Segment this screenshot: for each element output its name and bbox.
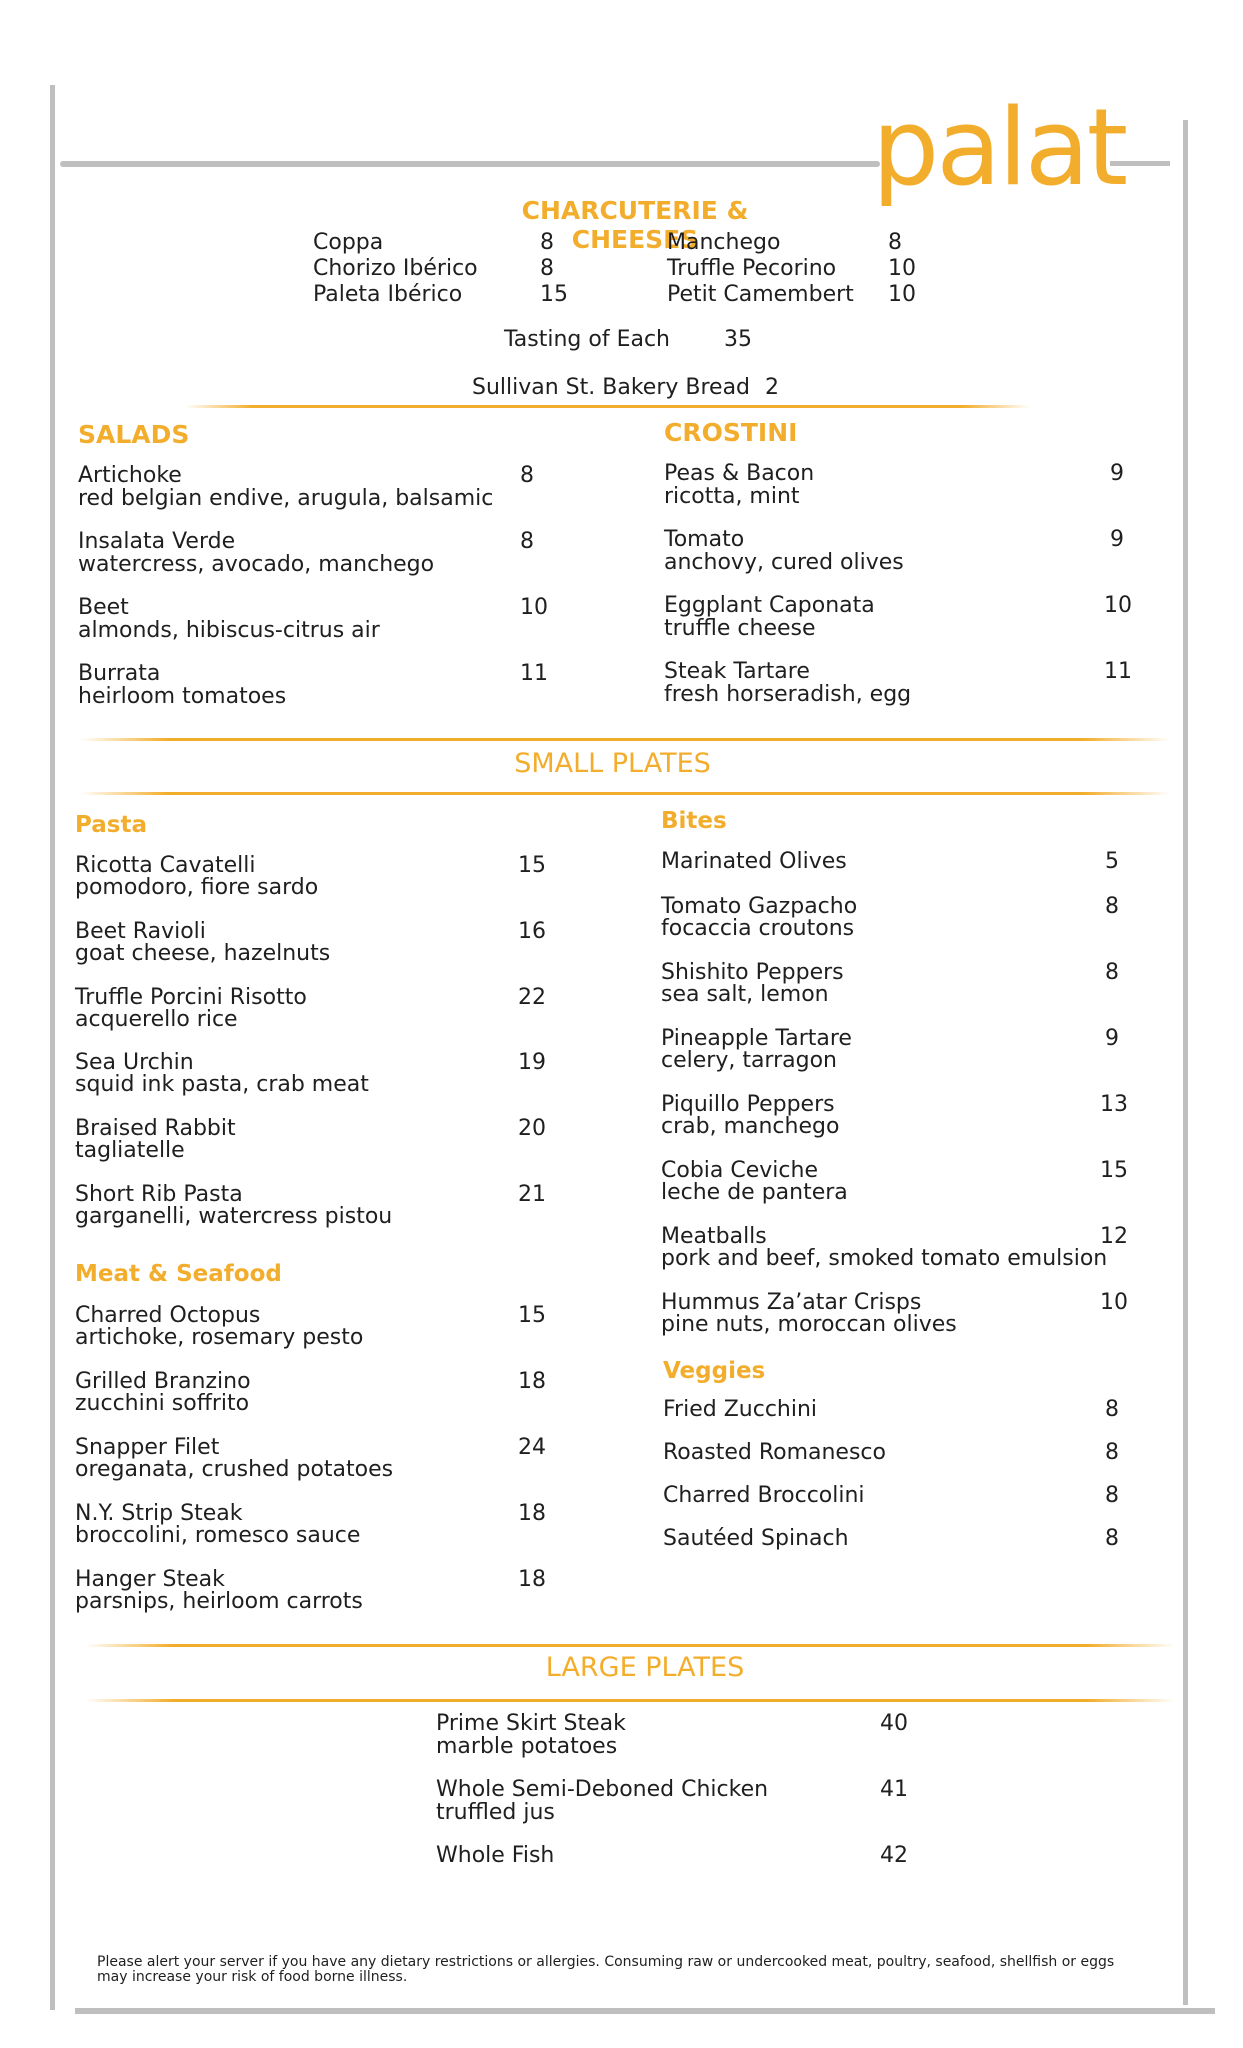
bites-price: 13 <box>1100 1092 1128 1117</box>
salad-price: 8 <box>520 529 534 554</box>
meat-desc: artichoke, rosemary pesto <box>75 1325 364 1350</box>
pasta-desc: acquerello rice <box>75 1007 238 1032</box>
pasta-name: Braised Rabbit <box>75 1116 236 1141</box>
veggie-name: Sautéed Spinach <box>663 1526 849 1551</box>
large-plate-name: Prime Skirt Steak <box>436 1711 626 1736</box>
salad-price: 8 <box>520 463 534 488</box>
crostini-name: Steak Tartare <box>664 659 810 684</box>
bites-name: Tomato Gazpacho <box>661 894 858 919</box>
pasta-name: Ricotta Cavatelli <box>75 853 256 878</box>
crostini-desc: fresh horseradish, egg <box>664 682 912 707</box>
meat-name: Charred Octopus <box>75 1303 261 1328</box>
cheese-price: 10 <box>888 282 916 307</box>
palat-logo: palat <box>872 86 1126 209</box>
veggie-name: Roasted Romanesco <box>663 1440 886 1465</box>
pasta-name: Truffle Porcini Risotto <box>75 985 307 1010</box>
bites-name: Pineapple Tartare <box>661 1026 852 1051</box>
crostini-name: Eggplant Caponata <box>664 593 875 618</box>
cheese-item: Petit Camembert <box>667 282 854 307</box>
salad-desc: heirloom tomatoes <box>78 684 287 709</box>
salads-heading: SALADS <box>78 420 190 449</box>
bites-desc: crab, manchego <box>661 1114 840 1139</box>
bites-desc: celery, tarragon <box>661 1048 837 1073</box>
charcuterie-heading: CHARCUTERIE & CHEESES <box>521 196 749 254</box>
meat-price: 18 <box>518 1369 546 1394</box>
allergy-disclaimer: Please alert your server if you have any dietary restrictions or allergies. Consuming raw or undercooked meat, poultry, seafood, shellfish or eggs may increase your risk of food borne illness. <box>97 1954 1115 1985</box>
bites-price: 8 <box>1105 960 1119 985</box>
meat-seafood-heading: Meat & Seafood <box>75 1261 282 1287</box>
section-divider <box>80 792 1170 795</box>
pasta-desc: garganelli, watercress pistou <box>75 1204 393 1229</box>
charcuterie-item: Coppa <box>313 230 384 255</box>
pasta-desc: squid ink pasta, crab meat <box>75 1072 369 1097</box>
crostini-price: 11 <box>1104 659 1132 684</box>
salad-desc: watercress, avocado, manchego <box>78 552 435 577</box>
small-plates-heading: SMALL PLATES <box>514 748 711 779</box>
bites-price: 8 <box>1105 894 1119 919</box>
salad-desc: almonds, hibiscus-citrus air <box>78 618 380 643</box>
bites-name: Shishito Peppers <box>661 960 844 985</box>
meat-name: Snapper Filet <box>75 1435 220 1460</box>
tasting-label: Tasting of Each <box>504 327 670 352</box>
large-plate-price: 40 <box>880 1711 908 1736</box>
pasta-heading: Pasta <box>75 812 147 838</box>
pasta-price: 20 <box>518 1116 546 1141</box>
meat-price: 24 <box>518 1435 546 1460</box>
frame-bottom-stroke <box>75 2008 1215 2014</box>
salad-price: 10 <box>520 595 548 620</box>
salad-name: Beet <box>78 595 129 620</box>
salad-name: Artichoke <box>78 463 182 488</box>
salad-desc: red belgian endive, arugula, balsamic <box>78 486 494 511</box>
large-plate-desc: truffled jus <box>436 1800 555 1825</box>
pasta-price: 22 <box>518 985 546 1010</box>
pasta-price: 19 <box>518 1050 546 1075</box>
crostini-price: 10 <box>1104 593 1132 618</box>
salad-name: Burrata <box>78 661 161 686</box>
section-divider <box>85 1699 1175 1702</box>
veggie-price: 8 <box>1105 1526 1119 1551</box>
salad-price: 11 <box>520 661 548 686</box>
large-plates-heading: LARGE PLATES <box>545 1652 745 1683</box>
meat-name: Grilled Branzino <box>75 1369 251 1394</box>
bites-heading: Bites <box>661 808 727 834</box>
crostini-name: Tomato <box>664 527 745 552</box>
pasta-price: 15 <box>518 853 546 878</box>
pasta-name: Sea Urchin <box>75 1050 194 1075</box>
meat-desc: broccolini, romesco sauce <box>75 1523 361 1548</box>
bites-name: Piquillo Peppers <box>661 1092 835 1117</box>
bread-label: Sullivan St. Bakery Bread <box>472 375 751 400</box>
veggie-name: Fried Zucchini <box>663 1397 818 1422</box>
cheese-price: 8 <box>888 230 902 255</box>
bites-price: 15 <box>1100 1158 1128 1183</box>
charcuterie-item: Chorizo Ibérico <box>313 256 478 281</box>
large-plate-name: Whole Fish <box>436 1843 555 1868</box>
charcuterie-item: Paleta Ibérico <box>313 282 463 307</box>
pasta-price: 21 <box>518 1182 546 1207</box>
large-plate-name: Whole Semi-Deboned Chicken <box>436 1777 769 1802</box>
pasta-name: Beet Ravioli <box>75 919 206 944</box>
charcuterie-price: 8 <box>540 230 554 255</box>
pasta-desc: pomodoro, fiore sardo <box>75 875 319 900</box>
bites-desc: focaccia croutons <box>661 916 855 941</box>
meat-desc: oreganata, crushed potatoes <box>75 1457 394 1482</box>
crostini-price: 9 <box>1110 527 1124 552</box>
veggie-price: 8 <box>1105 1483 1119 1508</box>
tasting-price: 35 <box>724 327 752 352</box>
pasta-price: 16 <box>518 919 546 944</box>
charcuterie-price: 8 <box>540 256 554 281</box>
bites-name: Hummus Za’atar Crisps <box>661 1290 922 1315</box>
cheese-item: Manchego <box>667 230 781 255</box>
meat-name: Hanger Steak <box>75 1567 225 1592</box>
frame-left-stroke <box>50 85 55 2010</box>
frame-top-stroke <box>60 161 880 167</box>
bread-price: 2 <box>765 375 779 400</box>
pasta-desc: tagliatelle <box>75 1138 185 1163</box>
veggie-name: Charred Broccolini <box>663 1483 865 1508</box>
charcuterie-price: 15 <box>540 282 568 307</box>
large-plate-desc: marble potatoes <box>436 1734 618 1759</box>
crostini-desc: anchovy, cured olives <box>664 550 904 575</box>
large-plate-price: 42 <box>880 1843 908 1868</box>
veggie-price: 8 <box>1105 1440 1119 1465</box>
crostini-desc: truffle cheese <box>664 616 816 641</box>
bites-name: Meatballs <box>661 1224 767 1249</box>
cheese-price: 10 <box>888 256 916 281</box>
large-plate-price: 41 <box>880 1777 908 1802</box>
salad-name: Insalata Verde <box>78 529 236 554</box>
bites-price: 9 <box>1105 1026 1119 1051</box>
pasta-name: Short Rib Pasta <box>75 1182 243 1207</box>
pasta-desc: goat cheese, hazelnuts <box>75 941 331 966</box>
crostini-heading: CROSTINI <box>664 418 798 447</box>
section-divider <box>185 405 1030 408</box>
meat-name: N.Y. Strip Steak <box>75 1501 243 1526</box>
frame-right-stroke <box>1183 120 1188 2005</box>
meat-price: 18 <box>518 1501 546 1526</box>
bites-price: 12 <box>1100 1224 1128 1249</box>
section-divider <box>85 1644 1175 1647</box>
bites-desc: leche de pantera <box>661 1180 848 1205</box>
bites-desc: pine nuts, moroccan olives <box>661 1312 957 1337</box>
crostini-name: Peas & Bacon <box>664 461 815 486</box>
meat-desc: parsnips, heirloom carrots <box>75 1589 363 1614</box>
crostini-price: 9 <box>1110 461 1124 486</box>
bites-desc: sea salt, lemon <box>661 982 829 1007</box>
bites-price: 5 <box>1105 849 1119 874</box>
meat-price: 18 <box>518 1567 546 1592</box>
veggie-price: 8 <box>1105 1397 1119 1422</box>
veggies-heading: Veggies <box>663 1358 766 1384</box>
meat-desc: zucchini soffrito <box>75 1391 250 1416</box>
cheese-item: Truffle Pecorino <box>667 256 837 281</box>
bites-name: Cobia Ceviche <box>661 1158 818 1183</box>
crostini-desc: ricotta, mint <box>664 484 800 509</box>
bites-name: Marinated Olives <box>661 849 847 874</box>
bites-price: 10 <box>1100 1290 1128 1315</box>
meat-price: 15 <box>518 1303 546 1328</box>
section-divider <box>80 738 1170 741</box>
bites-desc: pork and beef, smoked tomato emulsion <box>661 1246 1108 1271</box>
